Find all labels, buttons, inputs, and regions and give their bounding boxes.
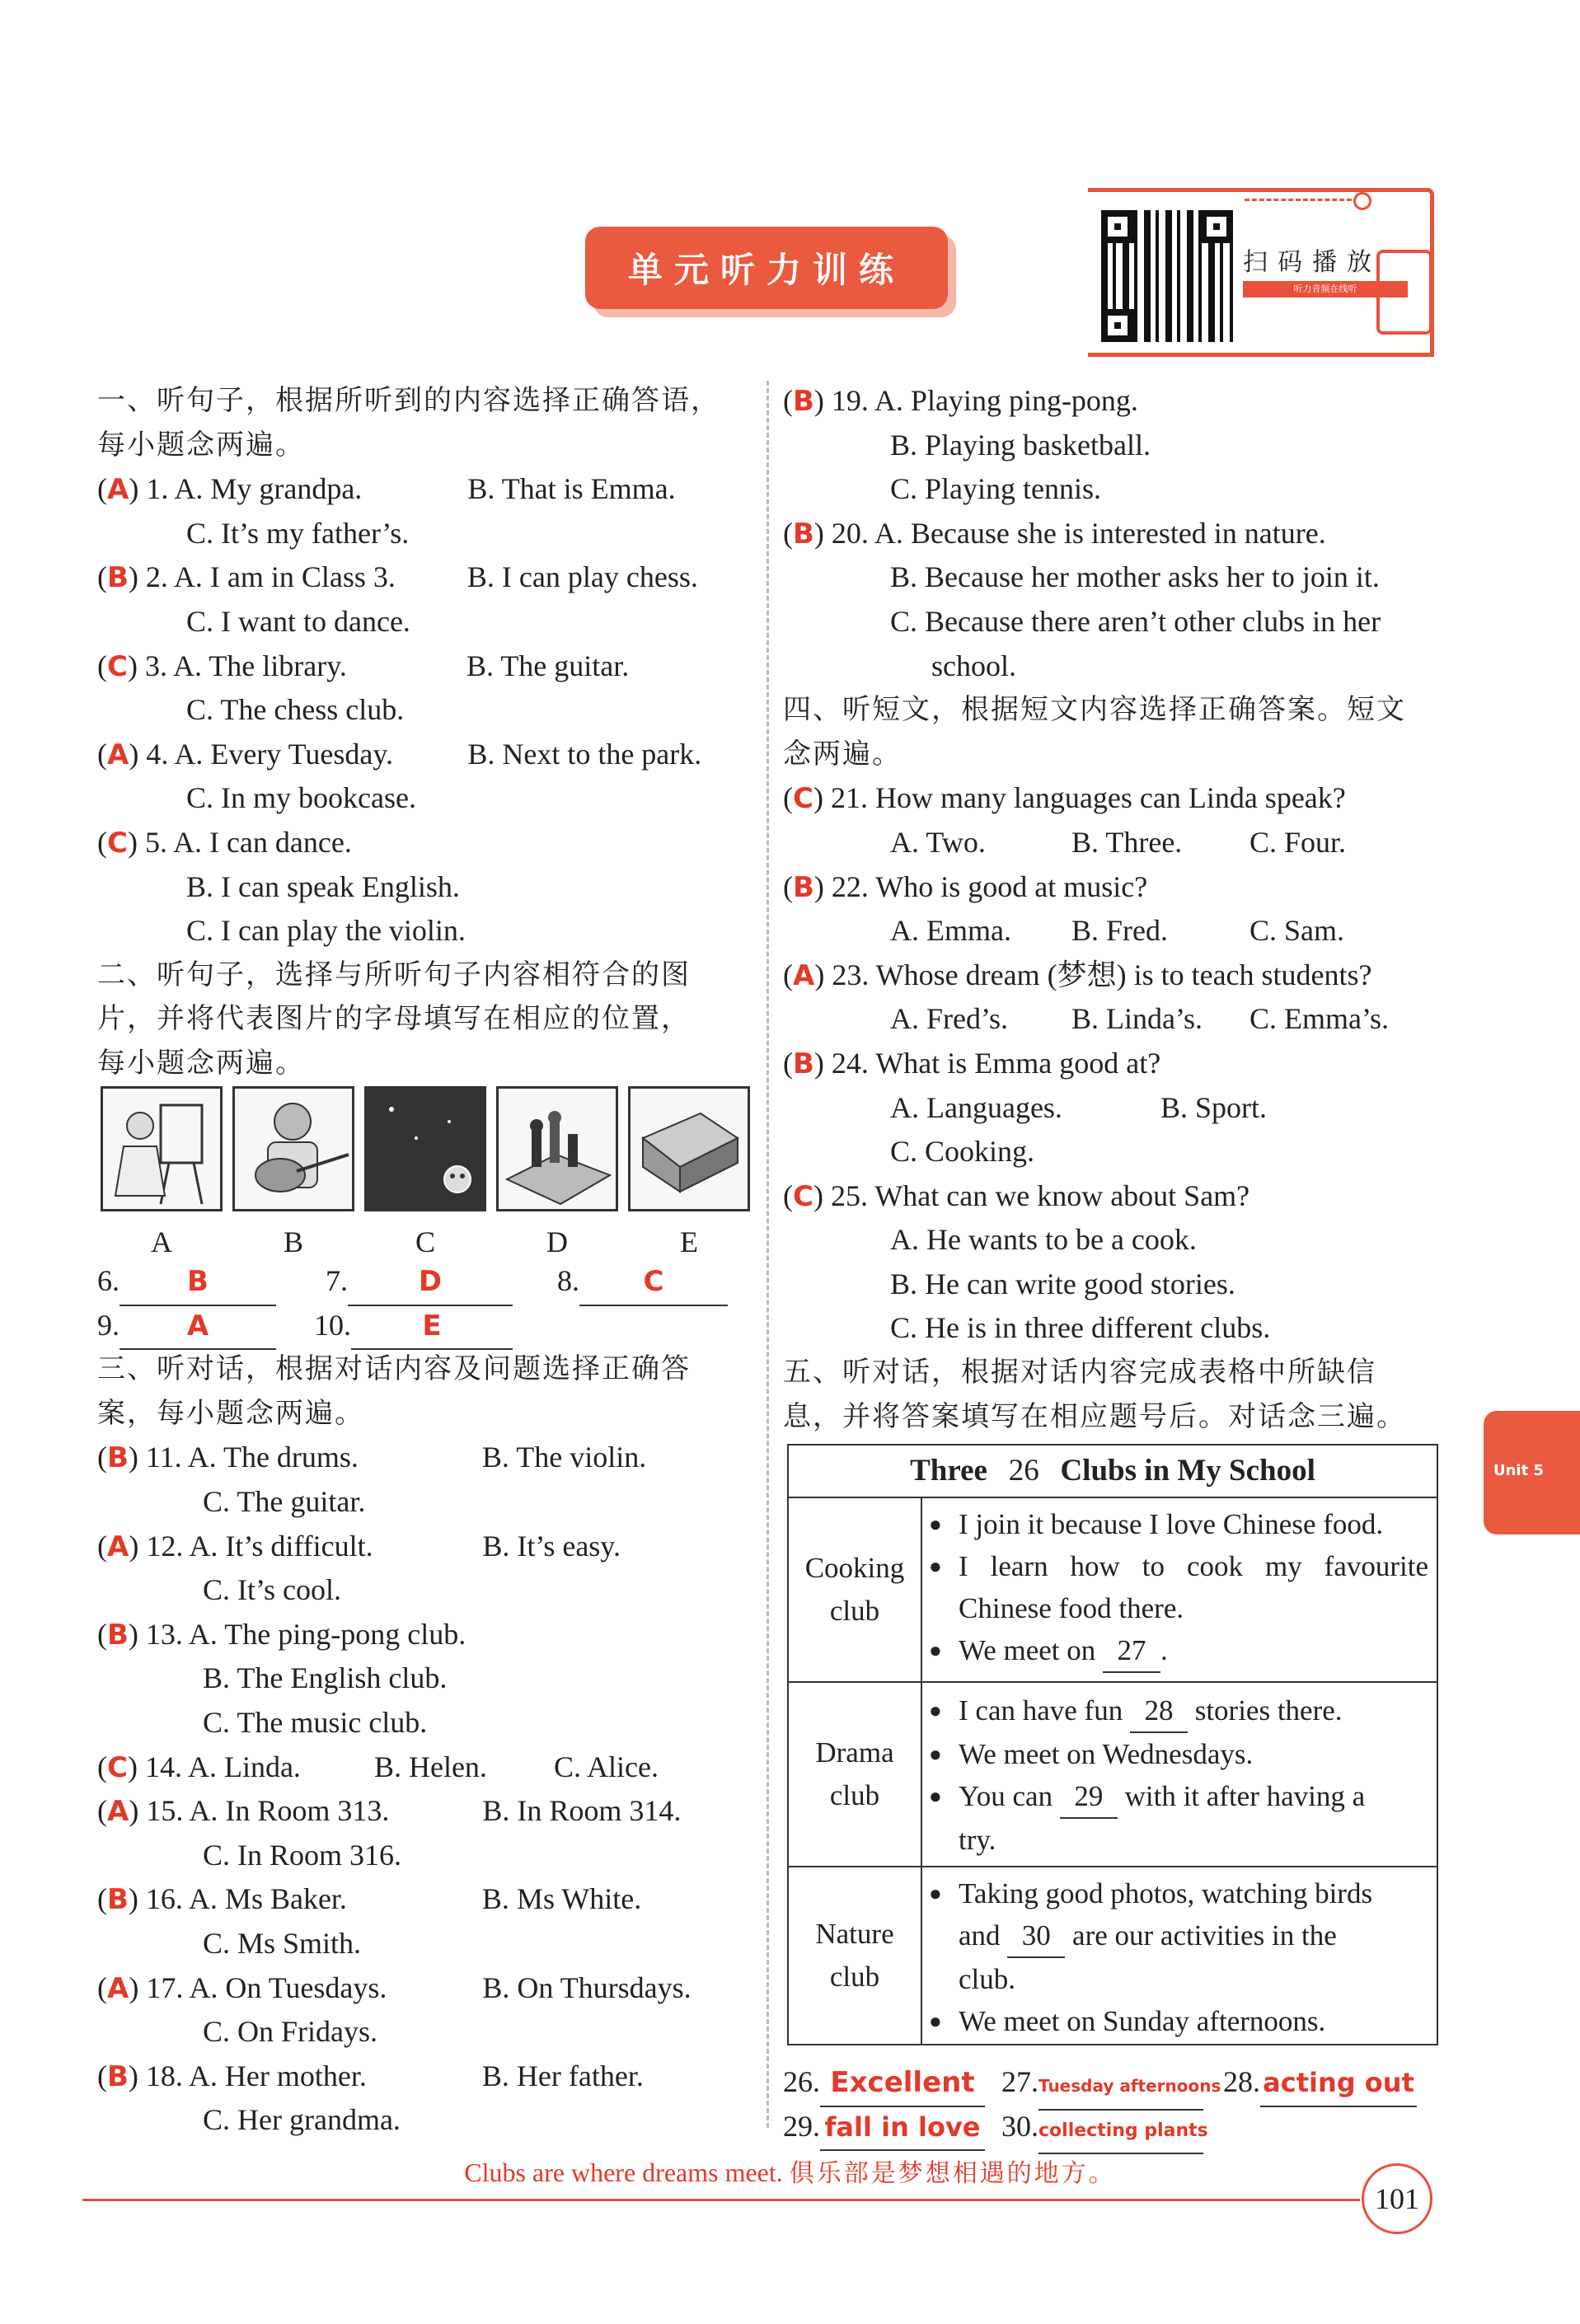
section4-title: 四、听短文，根据短文内容选择正确答案。短文 [783, 693, 1406, 727]
books-image [628, 1086, 750, 1211]
boy-guitar-image [232, 1086, 354, 1211]
unit-side-tab: Unit 5 [1484, 1411, 1580, 1534]
section1-title: 一、听句子，根据所听到的内容选择正确答语， [97, 384, 720, 417]
qr-code-panel [1088, 188, 1434, 357]
question-5: (C) 5. A. I can dance. [97, 825, 352, 860]
answers-26-30: 26. Excellent 27.Tuesday afternoons28.acting out 29. fall in love 30.collecting plants [783, 2060, 1442, 2148]
qr-code-icon [1101, 210, 1233, 342]
table-title: Three 26 Clubs in My School [789, 1445, 1437, 1498]
column-divider [767, 381, 769, 2128]
girl-painting-image [101, 1086, 223, 1211]
question-25: (C) 25. What can we know about Sam? [783, 1178, 1250, 1213]
question-20: (B) 20. A. Because she is interested in nature. [783, 516, 1326, 551]
question-14: (C) 14. A. Linda. B. Helen. C. Alice. [97, 1750, 659, 1784]
question-22: (B) 22. Who is good at music? [783, 869, 1148, 904]
question-19: (B) 19. A. Playing ping-pong. [783, 384, 1138, 418]
footer-motto: Clubs are where dreams meet. 俱乐部是梦想相遇的地方。 [464, 2158, 1116, 2188]
footer-line [82, 2199, 1360, 2201]
question-21: (C) 21. How many languages can Linda speak? [783, 781, 1346, 816]
left-column-lower: 6. B 7. D 8. C 9. A 10. E 三、听对话，根据对话内容及问题选择正确答 案，每小题念两遍。 (B) 11. A. The drums. B. The violin. C. The guitar. (A) 12. A. It’s difficult. B. It’s easy. C. It’s cool. (B) 13. A. The ping-pong club. B. The English club. C. The music club. (C) 14. A. Linda. B. Helen. C. Alice. (A) 15. A. In Room 313. B. In Room 314. C. In Room 316. (B) 16. A. Ms Baker. B. Ms White. C. Ms Smith. (A) 17. A. On Tuesdays. B. On Thursdays. C. On Fridays. (B) 18. A. Her mother. B. Her father. C. Her grandma. [97, 1259, 757, 2143]
answer-6-8: 6. B 7. D 8. C [97, 1259, 757, 1304]
answer-9-10: 9. A 10. E [97, 1304, 757, 1348]
phone-icon [1376, 250, 1432, 335]
question-13: (B) 13. A. The ping-pong club. [97, 1617, 466, 1652]
question-17: (A) 17. A. On Tuesdays. B. On Thursdays. [97, 1970, 692, 2005]
question-3: (C) 3. A. The library. B. The guitar. [97, 649, 630, 683]
chess-image [496, 1086, 618, 1211]
question-4: (A) 4. A. Every Tuesday. B. Next to the park. [97, 737, 702, 771]
section-banner [585, 227, 948, 309]
question-24: (B) 24. What is Emma good at? [783, 1046, 1161, 1080]
banner-title: 单元听力训练 [627, 250, 905, 290]
night-creature-image [364, 1086, 486, 1211]
clubs-table [787, 1444, 1438, 2045]
table-row-drama: Drama club ● I can have fun 28 stories there. ● We meet on Wednesdays. ● You can 29 with it after having a try. [789, 1683, 1437, 1867]
right-column: (B) 19. A. Playing ping-pong. B. Playing basketball. C. Playing tennis. (B) 20. A. Because she is interested in nature. B. Because her mother asks her to join it. C. Because there aren’t other clubs in her school. 四、听短文，根据短文内容选择正确答案。短文 念两遍。 (C) 21. How many languages can Linda speak? A. Two. B. Three. C. Four. (B) 22. Who is good at music? A. Emma. B. Fred. C. Sam. (A) 23. Whose dream (梦想) is to teach students? A. Fred’s. B. Linda’s. C. Emma’s. (B) 24. What is Emma good at? A. Languages. B. Sport. C. Cooking. (C) 25. What can we know about Sam? A. He wants to be a cook. B. He can write good stories. C. He is in three different clubs. 五、听对话，根据对话内容完成表格中所缺信 息，并将答案填写在相应题号后。对话念三遍。 [783, 379, 1442, 1439]
left-column: 一、听句子，根据所听到的内容选择正确答语， 每小题念两遍。 (A) 1. A. My grandpa. B. That is Emma. C. It’s my father’s. (B) 2. A. I am in Class 3. B. I can play chess. C. I want to dance. (C) 3. A. The library. B. The guitar. C. The chess club. (A) 4. A. Every Tuesday. B. Next to the park. C. In my bookcase. (C) 5. A. I can dance. B. I can speak English. C. I can play the violin. 二、听句子，选择与所听句子内容相符合的图 片，并将代表图片的字母填写在相应的位置， 每小题念两遍。 [97, 379, 757, 1086]
page-number: 101 [1362, 2163, 1432, 2234]
qr-label: 扫码播放 [1243, 248, 1381, 277]
section3-title: 三、听对话，根据对话内容及问题选择正确答 [97, 1352, 691, 1386]
question-16: (B) 16. A. Ms Baker. B. Ms White. [97, 1882, 642, 1917]
table-row-nature: Nature club ● Taking good photos, watching birds and 30 are our activities in the club. ● We meet on Sunday afternoons. [789, 1867, 1437, 2044]
question-11: (B) 11. A. The drums. B. The violin. [97, 1441, 647, 1475]
section2-title: 二、听句子，选择与所听句子内容相符合的图 [97, 958, 691, 991]
question-23: (A) 23. Whose dream (梦想) is to teach students? [783, 958, 1372, 992]
question-1: (A) 1. A. My grandpa. B. That is Emma. [97, 472, 676, 507]
picture-row: A B C D E [97, 1086, 750, 1218]
question-15: (A) 15. A. In Room 313. B. In Room 314. [97, 1794, 682, 1829]
question-2: (B) 2. A. I am in Class 3. B. I can play chess. [97, 560, 698, 595]
question-12: (A) 12. A. It’s difficult. B. It’s easy. [97, 1529, 621, 1563]
section5-title: 五、听对话，根据对话内容完成表格中所缺信 [783, 1356, 1376, 1389]
table-row-cooking: Cooking club ● I join it because I love Chinese food. ● I learn how to cook my favourite Chinese food there. ● We meet on 27 . [789, 1498, 1437, 1683]
question-18: (B) 18. A. Her mother. B. Her father. [97, 2059, 644, 2093]
qr-sublabel: 听力音频在线听 [1243, 281, 1408, 298]
